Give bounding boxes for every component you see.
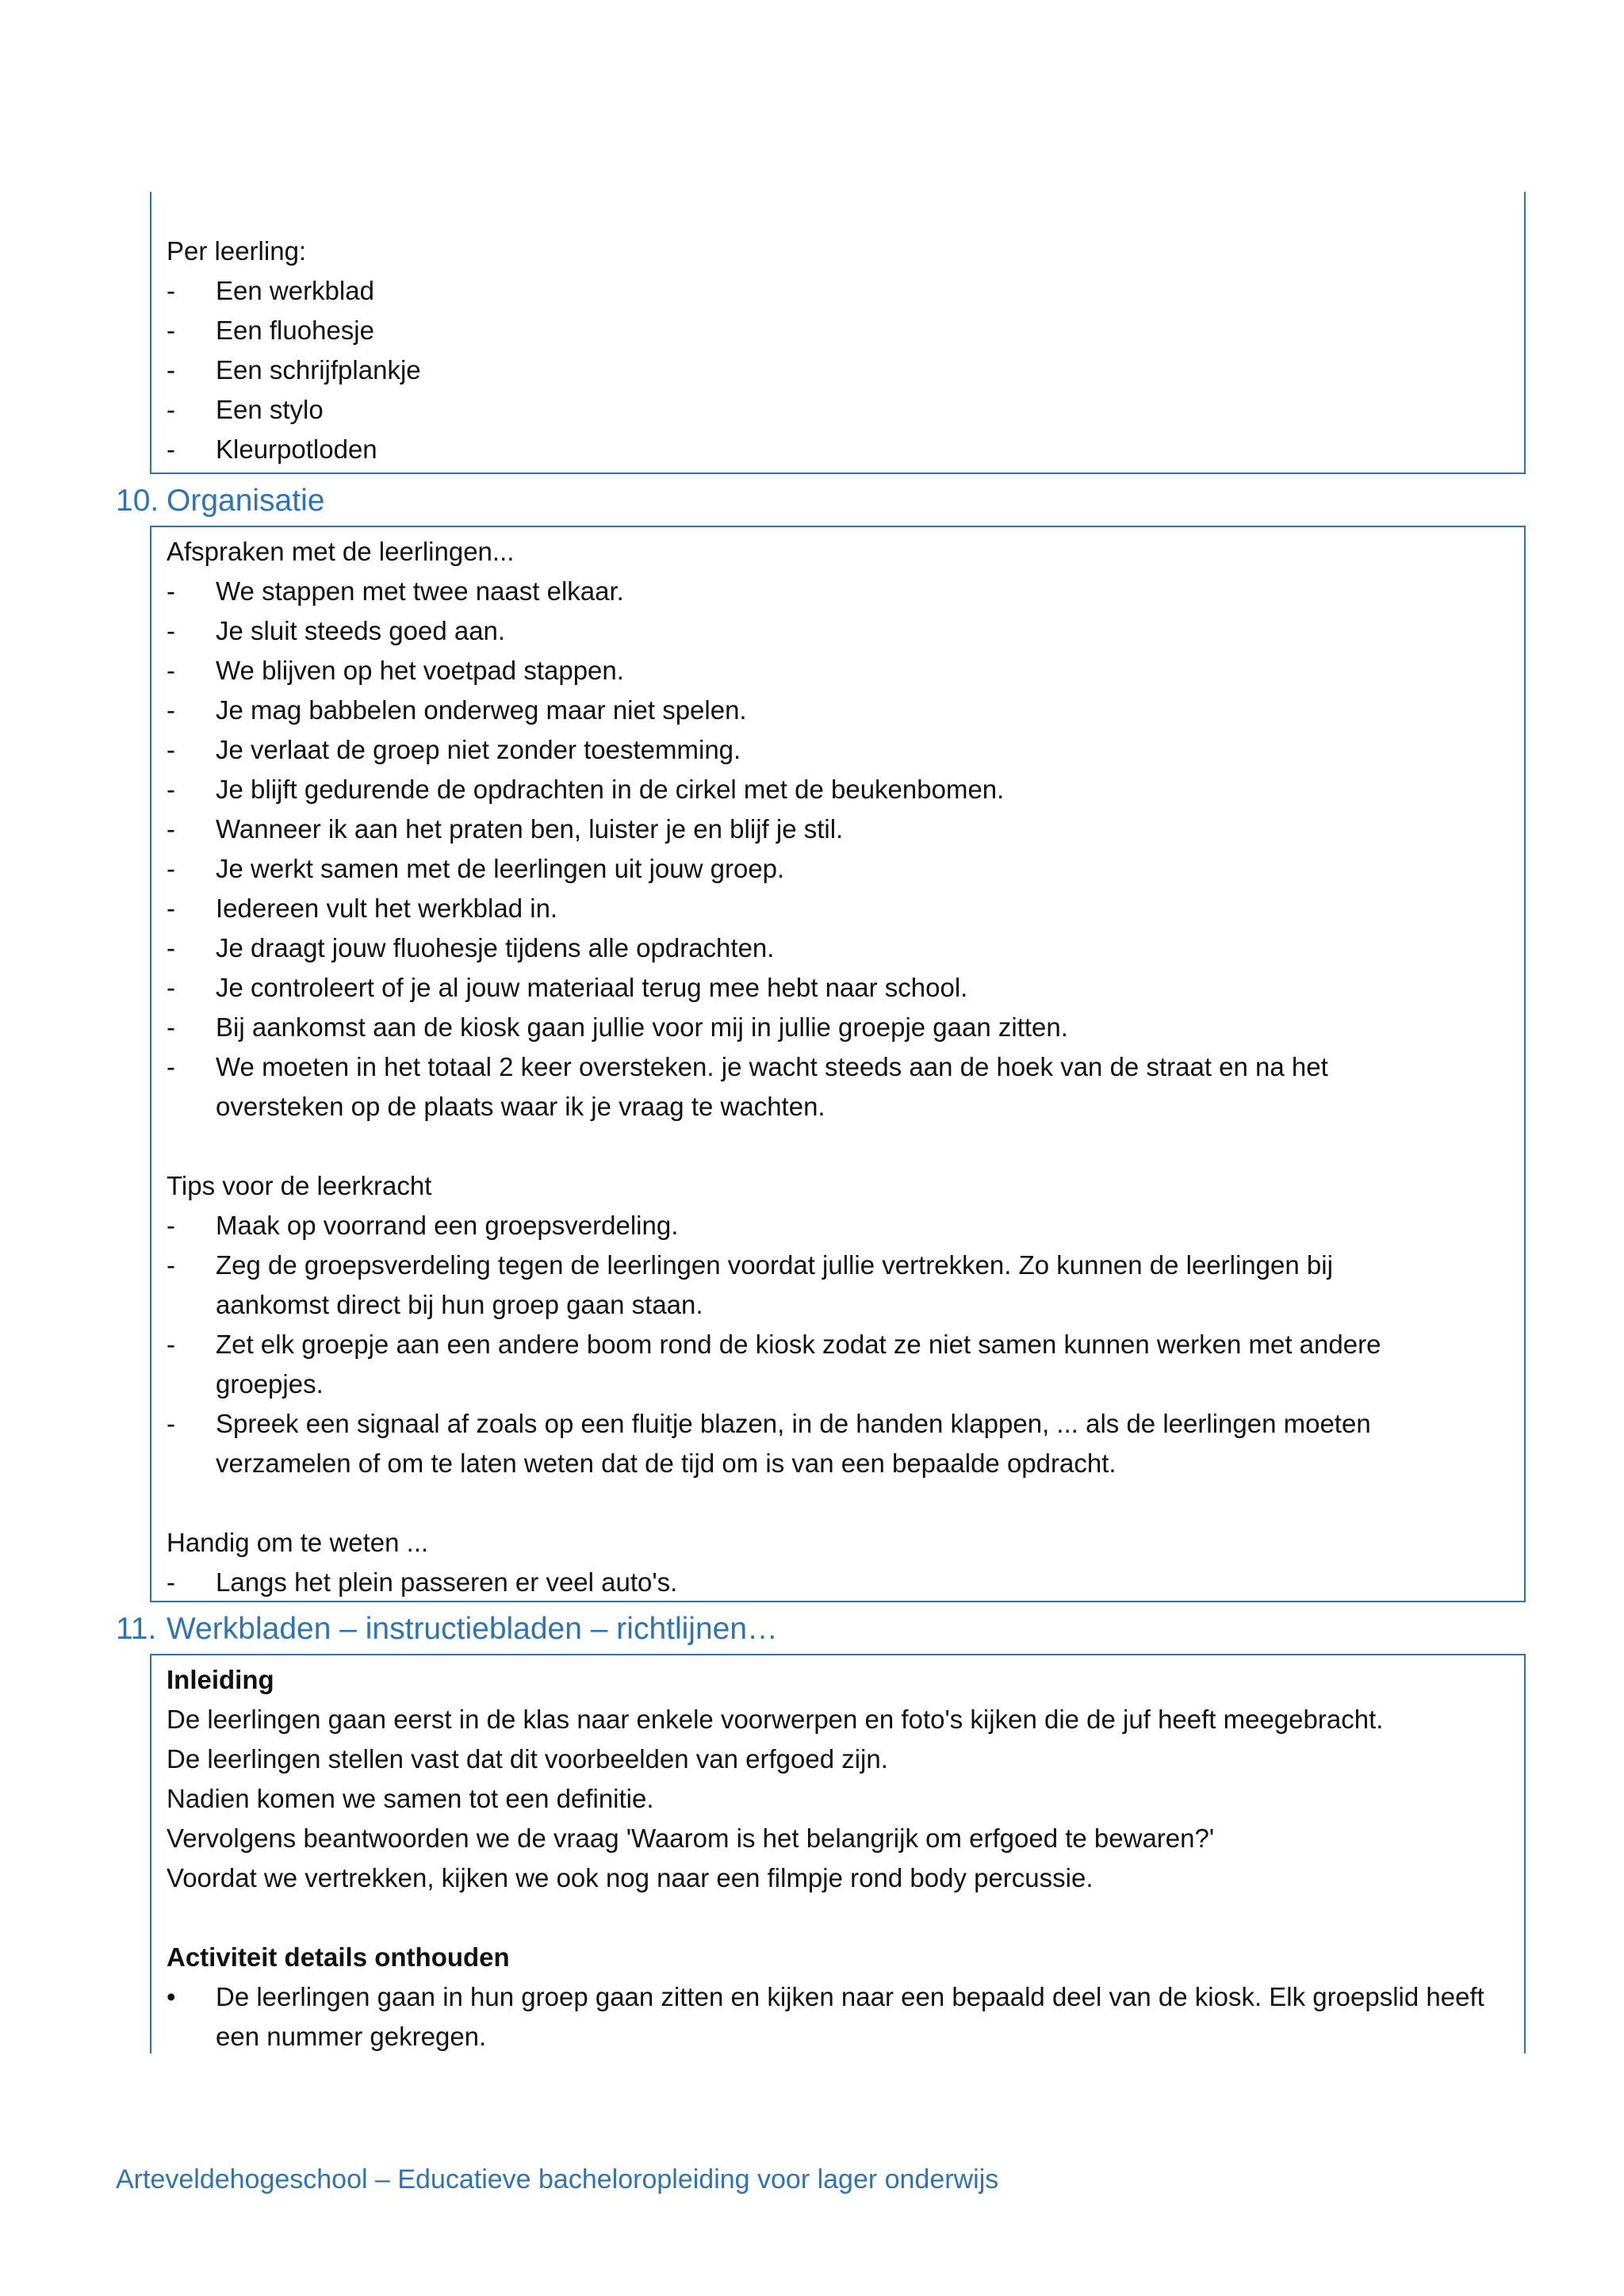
worksheets-box (150, 1654, 1526, 2053)
page-footer: Arteveldehogeschool – Educatieve bacheloropleiding voor lager onderwijs (116, 2164, 999, 2195)
list-item: - Je mag babbelen onderweg maar niet spelen. (167, 691, 1524, 730)
list-item: - Je draagt jouw fluohesje tijdens alle opdrachten. (167, 928, 1524, 968)
dash-marker: - (167, 973, 175, 1002)
agreements-title: Afspraken met de leerlingen... (167, 537, 515, 566)
dash-marker: - (167, 316, 175, 345)
list-item: - Maak op voorrand een groepsverdeling. (167, 1206, 1524, 1246)
materials-title: Per leerling: (167, 236, 307, 266)
dash-marker: - (167, 1567, 175, 1597)
dash-marker: - (167, 276, 175, 305)
materials-box (150, 192, 1526, 474)
list-item: - We blijven op het voetpad stappen. (167, 651, 1524, 691)
dash-marker: - (167, 1052, 175, 1081)
section-number: 10. (116, 484, 159, 518)
list-item: - Zeg de groepsverdeling tegen de leerlingen voordat jullie vertrekken. Zo kunnen de leerlingen bij aankomst direct bij hun groep gaan staan. (167, 1246, 1524, 1325)
list-item: - Een stylo (167, 390, 1524, 430)
dash-marker: - (167, 894, 175, 923)
materials-list (167, 271, 1524, 469)
section-number: 11. (116, 1612, 157, 1646)
dash-marker: - (167, 656, 175, 685)
list-item: - Een werkblad (167, 271, 1524, 311)
tips-list (167, 1206, 1524, 1483)
dash-marker: - (167, 576, 175, 606)
list-item: - Langs het plein passeren er veel auto's. (167, 1563, 1524, 1602)
agreements-list (167, 572, 1524, 1127)
list-item: - Je controleert of je al jouw materiaal terug mee hebt naar school. (167, 968, 1524, 1008)
list-item: - Je sluit steeds goed aan. (167, 611, 1524, 651)
dash-marker: - (167, 434, 175, 464)
activity-title: Activiteit details onthouden (167, 1942, 510, 1972)
section-heading-organisatie (116, 481, 324, 521)
intro-title: Inleiding (167, 1665, 274, 1694)
list-item: - Iedereen vult het werkblad in. (167, 889, 1524, 928)
list-item: - Je verlaat de groep niet zonder toestemming. (167, 730, 1524, 770)
dash-marker: - (167, 695, 175, 725)
intro-line: Nadien komen we samen tot een definitie. (167, 1784, 654, 1813)
intro-line: Voordat we vertrekken, kijken we ook nog naar een filmpje rond body percussie. (167, 1863, 1094, 1892)
dash-marker: - (167, 854, 175, 883)
spacer (167, 1127, 1524, 1166)
dash-marker: - (167, 933, 175, 962)
list-item: - Je werkt samen met de leerlingen uit jouw groep. (167, 849, 1524, 889)
list-item: - Een fluohesje (167, 311, 1524, 350)
tips-title: Tips voor de leerkracht (167, 1171, 432, 1200)
section-title: Organisatie (167, 484, 325, 518)
dash-marker: - (167, 1330, 175, 1359)
bullet-marker: • (167, 1982, 176, 2011)
list-item: - Wanneer ik aan het praten ben, luister je en blijf je stil. (167, 809, 1524, 849)
intro-line: Vervolgens beantwoorden we de vraag 'Waarom is het belangrijk om erfgoed te bewaren?' (167, 1823, 1215, 1853)
dash-marker: - (167, 814, 175, 844)
dash-marker: - (167, 1409, 175, 1438)
list-item: - Zet elk groepje aan een andere boom rond de kiosk zodat ze niet samen kunnen werken met andere groepjes. (167, 1325, 1524, 1404)
list-item: - Bij aankomst aan de kiosk gaan jullie voor mij in jullie groepje gaan zitten. (167, 1008, 1524, 1047)
dash-marker: - (167, 1250, 175, 1280)
spacer (167, 1483, 1524, 1523)
intro-line: De leerlingen gaan eerst in de klas naar enkele voorwerpen en foto's kijken die de juf heeft meegebracht. (167, 1705, 1384, 1734)
dash-marker: - (167, 355, 175, 385)
list-item: - We moeten in het totaal 2 keer oversteken. je wacht steeds aan de hoek van de straat en na het oversteken op de plaats waar ik je vraag te wachten. (167, 1047, 1524, 1127)
section-title: Werkbladen – instructiebladen – richtlijnen… (167, 1612, 779, 1646)
activity-list (167, 1977, 1524, 2057)
list-item: • De leerlingen gaan in hun groep gaan zitten en kijken naar een bepaald deel van de kiosk. Elk groepslid heeft een nummer gekregen. (167, 1977, 1524, 2057)
list-item: - We stappen met twee naast elkaar. (167, 572, 1524, 611)
list-item: - Spreek een signaal af zoals op een fluitje blazen, in de handen klappen, ... als de leerlingen moeten verzamelen of om te laten weten dat de tijd om is van een bepaalde opdracht. (167, 1404, 1524, 1483)
dash-marker: - (167, 616, 175, 645)
section-heading-werkbladen (116, 1609, 778, 1649)
dash-marker: - (167, 735, 175, 764)
spacer (167, 1898, 1524, 1938)
list-item: - Kleurpotloden (167, 430, 1524, 469)
handy-title: Handig om te weten ... (167, 1528, 429, 1557)
dash-marker: - (167, 395, 175, 424)
intro-line: De leerlingen stellen vast dat dit voorbeelden van erfgoed zijn. (167, 1744, 888, 1774)
handy-list (167, 1563, 1524, 1602)
organisation-box (150, 526, 1526, 1602)
dash-marker: - (167, 775, 175, 804)
dash-marker: - (167, 1012, 175, 1042)
list-item: - Een schrijfplankje (167, 350, 1524, 390)
list-item: - Je blijft gedurende de opdrachten in de cirkel met de beukenbomen. (167, 770, 1524, 809)
dash-marker: - (167, 1211, 175, 1240)
